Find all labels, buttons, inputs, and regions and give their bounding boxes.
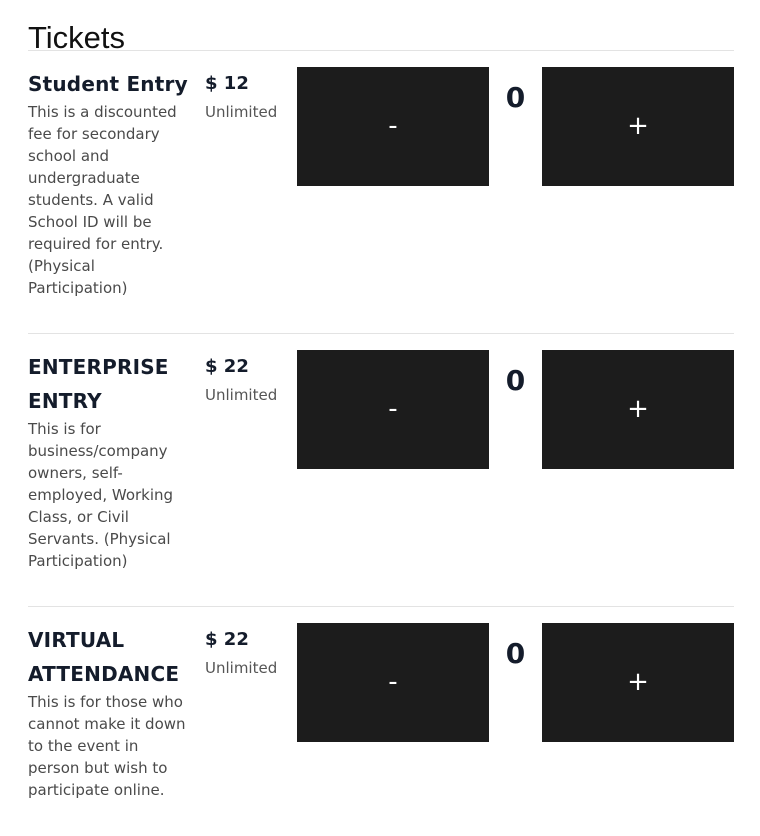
ticket-description: This is for those who cannot make it down to the event in person but wish to participate online. bbox=[28, 693, 186, 799]
ticket-row-enterprise-entry bbox=[28, 333, 734, 606]
decrement-quantity-button[interactable]: - bbox=[297, 67, 489, 186]
ticket-price: $ 12 bbox=[205, 73, 249, 94]
increment-quantity-button[interactable]: + bbox=[542, 350, 734, 469]
ticket-description: This is a discounted fee for secondary school and undergraduate students. A valid School ID will be required for entry. (Physical Participation) bbox=[28, 103, 177, 297]
decrement-quantity-button[interactable]: - bbox=[297, 350, 489, 469]
decrement-quantity-button[interactable]: - bbox=[297, 623, 489, 742]
ticket-name: Student Entry bbox=[28, 72, 188, 96]
quantity-value: 0 bbox=[505, 364, 526, 397]
ticket-availability: Unlimited bbox=[205, 659, 278, 677]
ticket-description: This is for business/company owners, self-employed, Working Class, or Civil Servants. (Physical Participation) bbox=[28, 420, 174, 570]
quantity-value: 0 bbox=[505, 637, 526, 670]
ticket-info bbox=[28, 71, 190, 299]
ticket-row-virtual-attendance bbox=[28, 606, 734, 836]
ticket-price: $ 22 bbox=[205, 629, 249, 650]
ticket-row-student-entry bbox=[28, 50, 734, 333]
quantity-value: 0 bbox=[505, 81, 526, 114]
page-title: Tickets bbox=[28, 20, 126, 55]
ticket-info bbox=[28, 627, 190, 801]
ticket-name: VIRTUAL ATTENDANCE bbox=[28, 628, 180, 686]
tickets-page bbox=[28, 0, 734, 836]
ticket-price: $ 22 bbox=[205, 356, 249, 377]
ticket-name: ENTERPRISE ENTRY bbox=[28, 355, 169, 413]
ticket-price-column bbox=[205, 73, 305, 123]
increment-quantity-button[interactable]: + bbox=[542, 623, 734, 742]
ticket-availability: Unlimited bbox=[205, 386, 278, 404]
ticket-price-column bbox=[205, 629, 305, 679]
ticket-info bbox=[28, 354, 190, 572]
ticket-price-column bbox=[205, 356, 305, 406]
increment-quantity-button[interactable]: + bbox=[542, 67, 734, 186]
ticket-availability: Unlimited bbox=[205, 103, 278, 121]
